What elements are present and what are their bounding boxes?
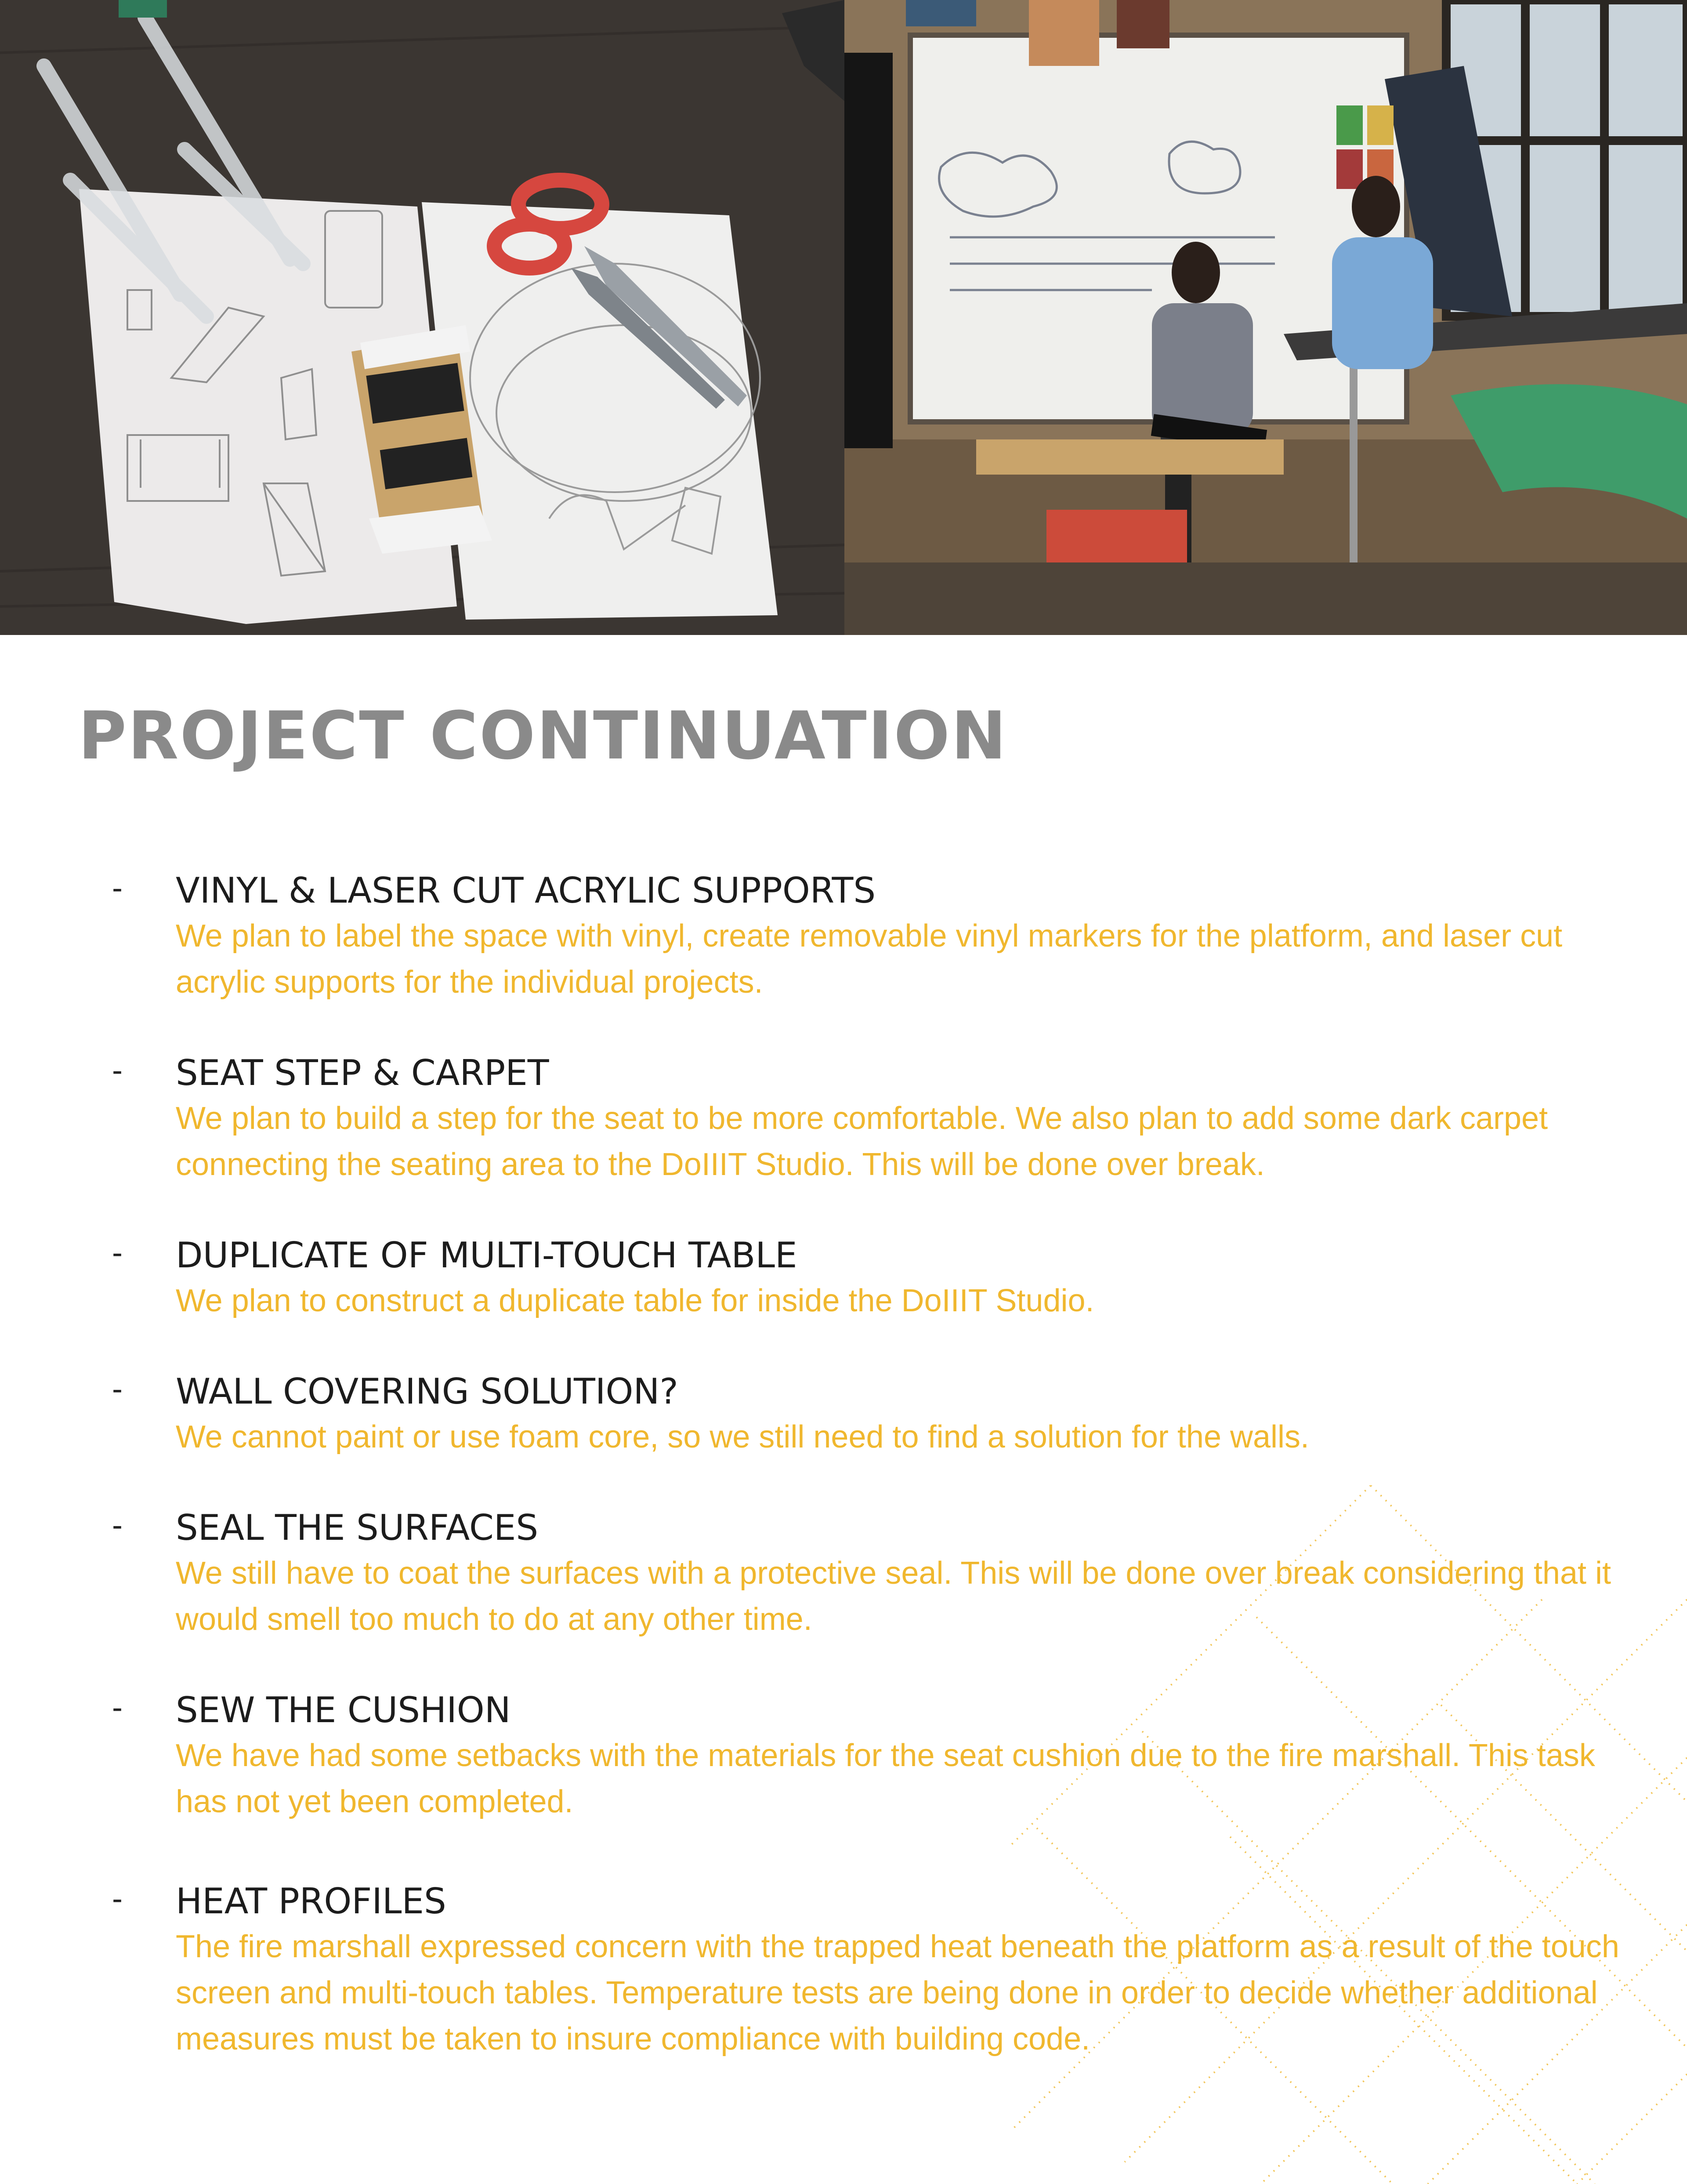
item-title: VINYL & LASER CUT ACRYLIC SUPPORTS [176,870,876,911]
item-title: SEW THE CUSHION [176,1690,511,1731]
bullet-dash: - [112,1881,123,1916]
item-description: We cannot paint or use foam core, so we still need to find a solution for the walls. [176,1419,1310,1455]
bullet-dash: - [112,1371,123,1407]
item-title: HEAT PROFILES [176,1881,446,1922]
bullet-dash: - [112,1235,123,1270]
item-description: We plan to build a step for the seat to be more comfortable. We also plan to add some dark carpet connecting the seating area to the DoIIIT Studio. This will be done over break. [176,1101,1548,1182]
item-description: We still have to coat the surfaces with a protective seal. This will be done over break considering that it would smell too much to do at any other time. [176,1556,1611,1637]
item-title: SEAT STEP & CARPET [176,1052,549,1093]
bullet-dash: - [112,1690,123,1725]
item-description: We plan to label the space with vinyl, create removable vinyl markers for the platform, and laser cut acrylic supports for the individual projects. [176,918,1563,1000]
item-title: WALL COVERING SOLUTION? [176,1371,678,1412]
item-description: We plan to construct a duplicate table for inside the DoIIIT Studio. [176,1283,1094,1318]
bullet-dash: - [112,1053,123,1088]
item-title: SEAL THE SURFACES [176,1507,539,1548]
item-description: The fire marshall expressed concern with the trapped heat beneath the platform as a result of the touch screen and multi-touch tables. Temperature tests are being done in order to decide whether additional measures must be taken to insure compliance with building code. [176,1929,1619,2057]
bullet-dash: - [112,1508,123,1543]
bullet-dash: - [112,871,123,906]
page-title: PROJECT CONTINUATION [78,698,1008,774]
item-title: DUPLICATE OF MULTI-TOUCH TABLE [176,1235,797,1276]
item-description: We have had some setbacks with the materials for the seat cushion due to the fire marshall. This task has not yet been completed. [176,1738,1595,1819]
